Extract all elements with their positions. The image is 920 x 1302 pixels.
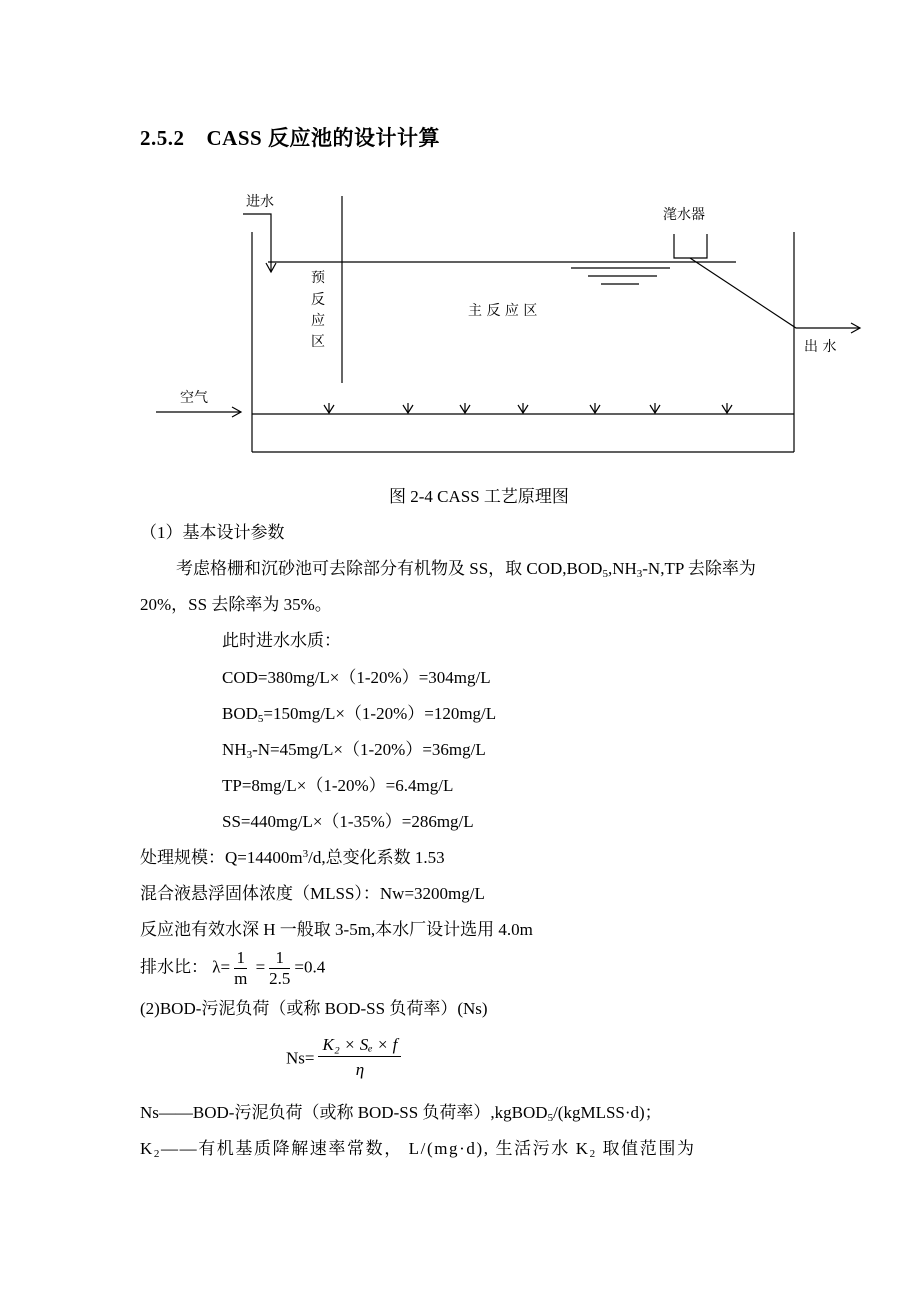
influent-cod: COD=380mg/L×（1-20%）=304mg/L xyxy=(222,668,491,687)
influent-title: 此时进水水质： xyxy=(222,631,341,650)
figure-caption: 图 2-4 CASS 工艺原理图 xyxy=(389,487,569,506)
pre-zone-char-1: 预 xyxy=(311,270,325,286)
diffusers xyxy=(324,403,732,413)
section-title: CASS 反应池的设计计算 xyxy=(206,126,440,150)
pre-zone-char-2: 反 xyxy=(311,292,325,308)
definition-ns: Ns——BOD-污泥负荷（或称 BOD-SS 负荷率）,kgBOD$_5$/(kgMLSS·d)； xyxy=(140,1103,662,1124)
outflow-label: 出 水 xyxy=(804,339,837,355)
ns-fraction: $\frac{\text{K₂ × Sₑ × f}}{\eta}$ xyxy=(318,1034,401,1083)
influent-bod: $BOD_5=150mg/L\times(1-20\%)=120mg/L$ xyxy=(222,704,497,725)
definition-k2: $K_2——$有机基质降解速率常数， L/(mg·d), 生活污水 $K_2$ 取值范围为 xyxy=(140,1139,696,1160)
lambda-symbol: λ xyxy=(212,957,221,977)
influent-nh3n: $NH_3-N=45mg/L\times(1-20\%)=36mg/L$ xyxy=(222,740,486,761)
cass-process-diagram xyxy=(0,0,920,480)
section2-title: (2)BOD-污泥负荷（或称 BOD-SS 负荷率）(Ns) xyxy=(140,999,488,1018)
main-zone-label: 主 反 应 区 xyxy=(468,303,538,319)
mlss-line: 混合液悬浮固体浓度（MLSS）：Nw=3200mg/L xyxy=(140,884,485,903)
air-label: 空气 xyxy=(180,390,208,406)
pre-zone-char-4: 区 xyxy=(311,334,325,350)
decanter-label: 滗水器 xyxy=(663,207,705,223)
influent-ss: SS=440mg/L×（1-35%）=286mg/L xyxy=(222,812,474,831)
fraction-2: $\frac{1}{2.5}$ xyxy=(269,948,291,988)
ns-formula: Ns= $\frac{\text{K₂ × Sₑ × f}}{\eta}$ xyxy=(286,1034,405,1083)
section1-paragraph-line1: 考虑格栅和沉砂池可去除部分有机物及 SS，取 $COD,BOD_5,NH_3-N,TP$ 去除率为 xyxy=(176,559,756,580)
section1-title: （1）基本设计参数 xyxy=(140,523,285,542)
influent-tp: TP=8mg/L×（1-20%）=6.4mg/L xyxy=(222,776,454,795)
pre-zone-char-3: 应 xyxy=(311,313,325,329)
drain-ratio-line: 排水比： λ= $\frac{1}{m}$ = $\frac{1}{2.5}$ =0.4 xyxy=(140,948,326,988)
treatment-scale: 处理规模：$Q=14400m^3/d$,总变化系数 1.53 xyxy=(140,848,445,867)
outflow-pipe xyxy=(690,258,860,328)
section1-paragraph-line2: 20%，SS 去除率为 35%。 xyxy=(140,595,332,614)
depth-line: 反应池有效水深 H 一般取 3-5m,本水厂设计选用 4.0m xyxy=(140,920,533,939)
section-number: 2.5.2 xyxy=(140,126,185,150)
inflow-label: 进水 xyxy=(246,194,274,210)
decanter xyxy=(674,234,707,258)
fraction-1: $\frac{1}{m}$ xyxy=(234,948,248,988)
